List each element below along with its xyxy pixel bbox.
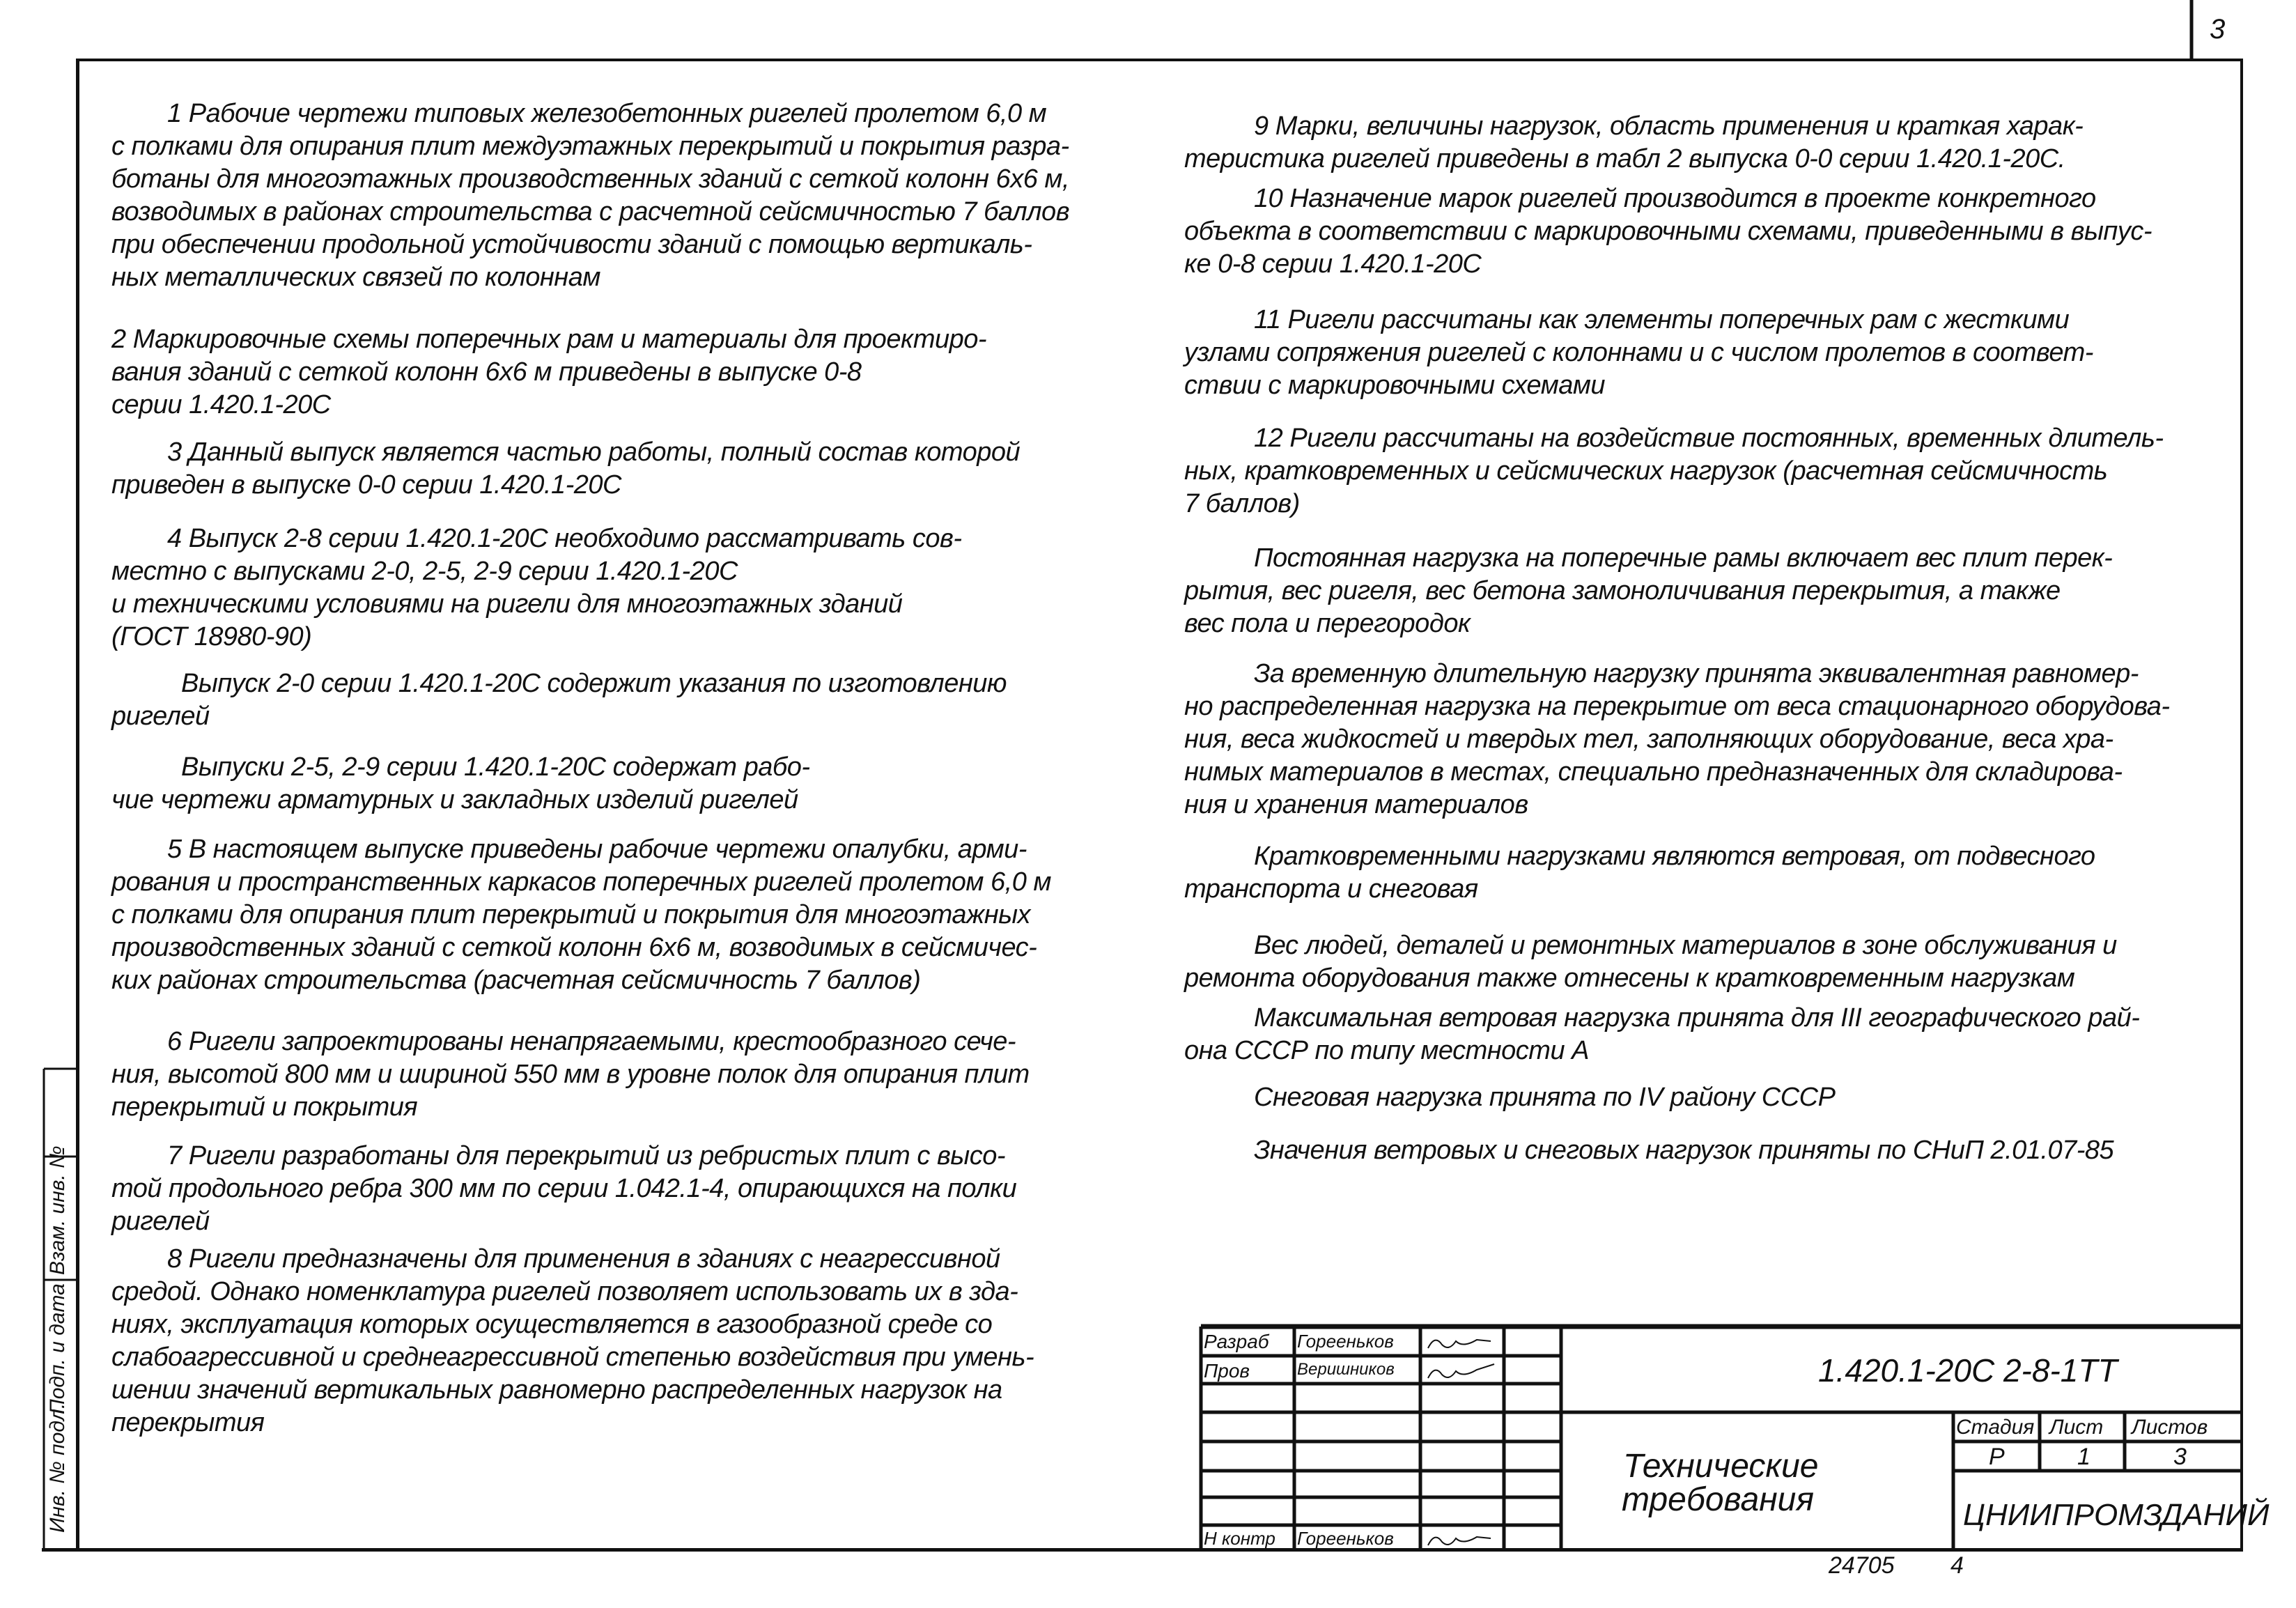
role-norm-control: Н контр	[1204, 1528, 1275, 1549]
text-line: местно с выпусками 2-0, 2-5, 2-9 серии 1.420.1-20С	[111, 557, 738, 586]
paragraph	[111, 98, 1069, 294]
paragraph	[111, 751, 810, 817]
text-line: (ГОСТ 18980-90)	[111, 622, 312, 651]
paragraph	[1184, 1134, 2113, 1167]
paragraph	[1184, 304, 2093, 402]
text-line: при обеспечении продольной устойчивости зданий с помощью вертикаль-	[111, 230, 1032, 259]
text-line: перекрытия	[111, 1408, 265, 1437]
text-line: 4 Выпуск 2-8 серии 1.420.1-20С необходимо рассматривать сов-	[167, 524, 962, 553]
text-line: ных металлических связей по колоннам	[111, 263, 600, 292]
text-line: 8 Ригели предназначены для применения в зданиях с неагрессивной	[167, 1244, 1000, 1274]
document-title-line2: требования	[1622, 1481, 1814, 1518]
paragraph	[111, 436, 1020, 502]
paragraph	[1184, 1002, 2139, 1067]
text-line: возводимых в районах строительства с расчетной сейсмичностью 7 баллов	[111, 197, 1070, 226]
text-line: с полками для опирания плит перекрытий и покрытия для многоэтажных	[111, 900, 1031, 929]
sheets-label: Листов	[2132, 1416, 2208, 1439]
text-line: перекрытий и покрытия	[111, 1092, 418, 1122]
text-line: вес пола и перегородок	[1184, 609, 1471, 638]
text-line: Значения ветровых и снеговых нагрузок приняты по СНиП 2.01.07-85	[1254, 1136, 2114, 1165]
text-line: ких районах строительства (расчетная сейсмичность 7 баллов)	[111, 966, 921, 995]
paragraph	[1184, 183, 2152, 281]
stamp-inv-original: Инв. № подл.	[46, 1402, 69, 1533]
document-title-line1: Технические	[1623, 1448, 1819, 1485]
stamp-sign-date: Подп. и дата	[46, 1283, 69, 1414]
text-line: и техническими условиями на ригели для многоэтажных зданий	[111, 589, 903, 619]
text-line: но распределенная нагрузка на перекрытие от веса стационарного оборудова-	[1184, 692, 2170, 721]
paragraph	[1184, 110, 2083, 176]
text-line: серии 1.420.1-20С	[111, 390, 331, 419]
text-line: Постоянная нагрузка на поперечные рамы включает вес плит перек-	[1254, 543, 2113, 573]
page-number: 3	[2210, 14, 2226, 45]
text-line: 2 Маркировочные схемы поперечных рам и материалы для проектиро-	[111, 325, 987, 354]
organization: ЦНИИПРОМЗДАНИЙ	[1963, 1498, 2270, 1532]
text-line: узлами сопряжения ригелей с колоннами и с числом пролетов в соответ-	[1184, 338, 2093, 367]
name-developer: Горееньков	[1297, 1331, 1394, 1352]
text-line: Вес людей, деталей и ремонтных материалов в зоне обслуживания и	[1254, 931, 2117, 960]
text-line: ствии с маркировочными схемами	[1184, 371, 1606, 400]
role-checker: Пров	[1204, 1360, 1250, 1382]
text-line: ния, веса жидкостей и твердых тел, заполняющих оборудование, веса хра-	[1184, 725, 2113, 754]
text-line: ния и хранения материалов	[1184, 790, 1528, 819]
text-line: рытия, вес ригеля, вес бетона замоноличивания перекрытия, а также	[1184, 576, 2061, 605]
paragraph	[1184, 542, 2112, 640]
paragraph	[1184, 1081, 1835, 1114]
text-line: 11 Ригели рассчитаны как элементы поперечных рам с жесткими	[1254, 305, 2070, 334]
text-line: 1 Рабочие чертежи типовых железобетонных ригелей пролетом 6,0 м	[167, 99, 1047, 128]
text-line: приведен в выпуске 0-0 серии 1.420.1-20С	[111, 470, 621, 500]
text-line: слабоагрессивной и среднеагрессивной степенью воздействия при умень-	[111, 1343, 1034, 1372]
text-line: 6 Ригели запроектированы ненапрягаемыми, крестообразного сече-	[167, 1027, 1016, 1056]
text-line: нимых материалов в местах, специально предназначенных для складирова-	[1184, 757, 2123, 787]
document-code: 1.420.1-20С 2-8-1ТТ	[1818, 1352, 2118, 1389]
text-line: шении значений вертикальных равномерно распределенных нагрузок на	[111, 1375, 1002, 1405]
sheet-label: Лист	[2049, 1416, 2104, 1439]
text-line: Максимальная ветровая нагрузка принята для III географического рай-	[1254, 1003, 2140, 1033]
name-norm-control: Горееньков	[1297, 1528, 1394, 1549]
sheet-value: 1	[2077, 1444, 2091, 1470]
text-line: ремонта оборудования также отнесены к кратковременным нагрузкам	[1184, 964, 2075, 993]
text-line: ке 0-8 серии 1.420.1-20С	[1184, 249, 1482, 279]
text-line: ниях, эксплуатация которых осуществляется в газообразной среде со	[111, 1310, 993, 1339]
text-line: производственных зданий с сеткой колонн 6х6 м, возводимых в сейсмичес-	[111, 933, 1037, 962]
text-line: 7 Ригели разработаны для перекрытий из ребристых плит с высо-	[167, 1141, 1006, 1170]
text-line: ботаны для многоэтажных производственных зданий с сеткой колонн 6х6 м,	[111, 164, 1069, 194]
paragraph	[1184, 840, 2095, 906]
text-line: Кратковременными нагрузками являются ветровая, от подвесного	[1254, 842, 2095, 871]
archive-number: 24705	[1829, 1552, 1895, 1579]
stage-value: Р	[1989, 1444, 2005, 1470]
paragraph	[1184, 929, 2117, 995]
text-line: она СССР по типу местности А	[1184, 1036, 1589, 1065]
text-line: объекта в соответствии с маркировочными схемами, приведенными в выпус-	[1184, 217, 2152, 246]
text-line: 3 Данный выпуск является частью работы, полный состав которой	[167, 438, 1021, 467]
text-line: 12 Ригели рассчитаны на воздействие постоянных, временных длитель-	[1254, 424, 2164, 453]
paragraph	[111, 523, 961, 654]
text-line: рования и пространственных каркасов поперечных ригелей пролетом 6,0 м	[111, 867, 1051, 897]
text-line: транспорта и снеговая	[1184, 874, 1478, 904]
text-line: 10 Назначение марок ригелей производится в проекте конкретного	[1254, 184, 2096, 213]
paragraph	[1184, 658, 2170, 821]
name-checker: Веришников	[1297, 1360, 1395, 1379]
text-line: ригелей	[111, 702, 210, 731]
text-line: ных, кратковременных и сейсмических нагрузок (расчетная сейсмичность	[1184, 456, 2108, 486]
paragraph	[111, 833, 1051, 997]
paragraph	[1184, 422, 2163, 520]
text-line: Выпуски 2-5, 2-9 серии 1.420.1-20С содержат рабо-	[181, 752, 810, 782]
text-line: За временную длительную нагрузку принята эквивалентная равномер-	[1254, 659, 2139, 688]
text-line: 5 В настоящем выпуске приведены рабочие чертежи опалубки, арми-	[167, 835, 1027, 864]
paragraph	[111, 667, 1007, 733]
paragraph	[111, 1140, 1016, 1238]
text-line: ригелей	[111, 1207, 210, 1236]
text-line: с полками для опирания плит междуэтажных перекрытий и покрытия разра-	[111, 132, 1069, 161]
text-line: вания зданий с сеткой колонн 6х6 м приведены в выпуске 0-8	[111, 357, 862, 387]
paragraph	[111, 323, 986, 422]
sheets-value: 3	[2173, 1444, 2187, 1470]
text-line: Выпуск 2-0 серии 1.420.1-20С содержит указания по изготовлению	[181, 669, 1007, 698]
format-number: 4	[1950, 1552, 1964, 1579]
text-line: теристика ригелей приведены в табл 2 выпуска 0-0 серии 1.420.1-20С.	[1184, 144, 2065, 173]
text-line: ния, высотой 800 мм и шириной 550 мм в уровне полок для опирания плит	[111, 1060, 1030, 1089]
text-line: 7 баллов)	[1184, 489, 1300, 518]
stamp-replace-inv: Взам. инв. №	[46, 1145, 69, 1275]
text-line: чие чертежи арматурных и закладных изделий ригелей	[111, 785, 798, 814]
text-line: 9 Марки, величины нагрузок, область применения и краткая харак-	[1254, 111, 2084, 141]
text-line: той продольного ребра 300 мм по серии 1.042.1-4, опирающихся на полки	[111, 1174, 1017, 1203]
paragraph	[111, 1026, 1030, 1124]
text-line: средой. Однако номенклатура ригелей позволяет использовать их в зда-	[111, 1277, 1018, 1306]
paragraph	[111, 1243, 1034, 1439]
text-line: Снеговая нагрузка принята по IV району СССР	[1254, 1083, 1836, 1112]
role-developer: Разраб	[1204, 1331, 1269, 1352]
stage-label: Стадия	[1956, 1416, 2035, 1439]
